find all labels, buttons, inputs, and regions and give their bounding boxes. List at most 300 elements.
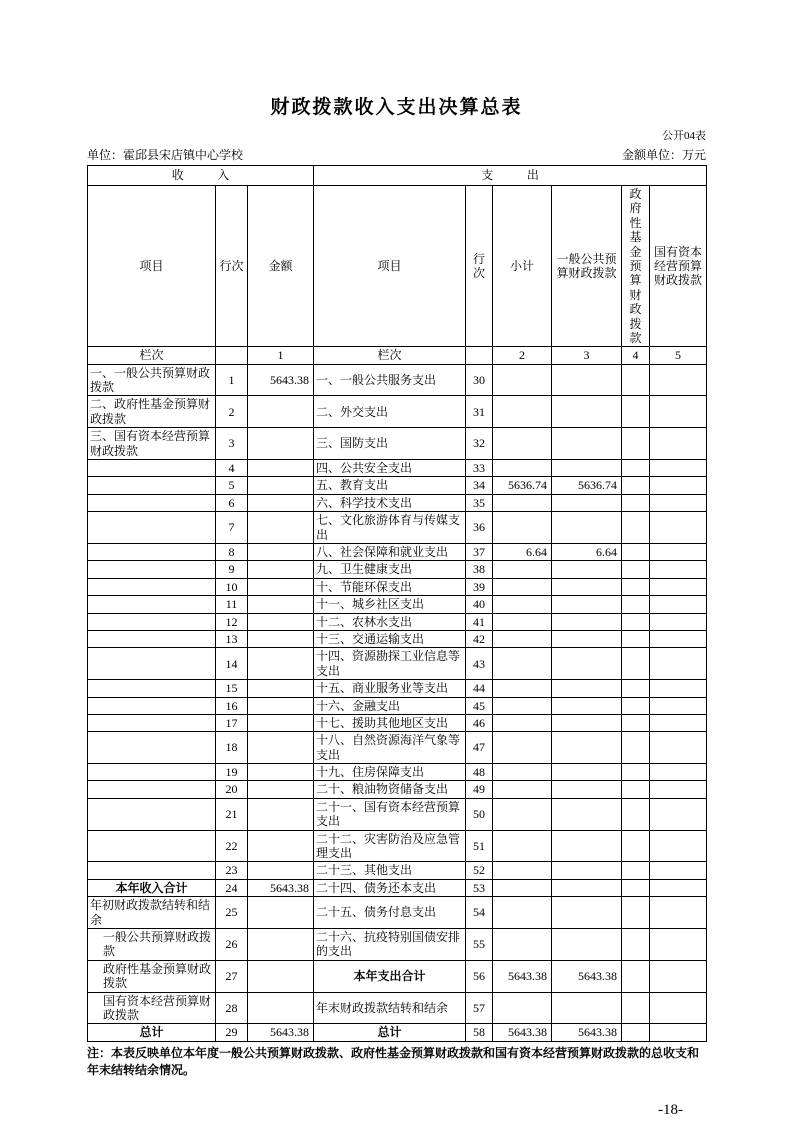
income-item-cell — [88, 494, 216, 511]
table-row — [88, 630, 707, 647]
expense-row-no-cell: 45 — [466, 697, 493, 714]
section-header-row — [88, 166, 707, 186]
expense-row-no-cell: 50 — [466, 798, 493, 830]
col-general-public-budget: 一般公共预算财政拨款 — [552, 186, 622, 347]
expense-general-budget-cell — [552, 862, 622, 879]
income-amount-cell: 5643.38 — [248, 1024, 314, 1041]
expense-gov-fund-cell — [622, 680, 650, 697]
expense-item-cell: 十三、交通运输支出 — [314, 630, 466, 647]
expense-gov-fund-cell — [622, 460, 650, 477]
expense-gov-fund-cell — [622, 494, 650, 511]
income-row-no-cell: 23 — [216, 862, 248, 879]
expense-gov-fund-cell — [622, 512, 650, 544]
expense-item-cell: 七、文化旅游体育与传媒支出 — [314, 512, 466, 544]
expense-general-budget-cell: 5643.38 — [552, 960, 622, 992]
table-row — [88, 798, 707, 830]
expense-item-cell: 十七、援助其他地区支出 — [314, 714, 466, 731]
expense-subtotal-cell — [493, 680, 552, 697]
expense-row-no-cell: 38 — [466, 561, 493, 578]
income-amount-cell: 5643.38 — [248, 364, 314, 396]
column-header-row — [88, 186, 707, 347]
expense-general-budget-cell — [552, 396, 622, 428]
expense-general-budget-cell — [552, 697, 622, 714]
expense-subtotal-cell — [493, 897, 552, 929]
col-expense-row-no: 行次 — [466, 186, 493, 347]
expense-gov-fund-cell — [622, 862, 650, 879]
expense-general-budget-cell — [552, 830, 622, 862]
col-income-item: 项目 — [88, 186, 216, 347]
expense-row-no-cell: 36 — [466, 512, 493, 544]
income-amount-cell — [248, 764, 314, 781]
expense-general-budget-cell — [552, 992, 622, 1024]
expense-gov-fund-cell — [622, 428, 650, 460]
expense-item-cell: 二十三、其他支出 — [314, 862, 466, 879]
expense-state-capital-cell — [650, 494, 707, 511]
table-row — [88, 897, 707, 929]
meta-row — [87, 146, 706, 163]
expense-state-capital-cell — [650, 764, 707, 781]
income-amount-cell — [248, 798, 314, 830]
income-amount-cell — [248, 596, 314, 613]
expense-state-capital-cell — [650, 830, 707, 862]
expense-item-cell: 总计 — [314, 1024, 466, 1041]
expense-gov-fund-cell — [622, 714, 650, 731]
income-row-no-cell: 4 — [216, 460, 248, 477]
expense-subtotal-cell — [493, 364, 552, 396]
table-note: 注：本表反映单位本年度一般公共预算财政拨款、政府性基金预算财政拨款和国有资本经营预算财政拨款的总收支和年末结转结余情况。 — [87, 1045, 700, 1077]
col-state-capital-budget: 国有资本经营预算财政拨款 — [650, 186, 707, 347]
income-item-cell — [88, 798, 216, 830]
expense-state-capital-cell — [650, 1024, 707, 1041]
expense-general-budget-cell: 5636.74 — [552, 477, 622, 494]
expense-general-budget-cell — [552, 928, 622, 960]
expense-state-capital-cell — [650, 960, 707, 992]
col-income-row-no: 行次 — [216, 186, 248, 347]
income-item-cell — [88, 477, 216, 494]
table-row — [88, 512, 707, 544]
expense-subtotal-cell: 5636.74 — [493, 477, 552, 494]
income-item-cell — [88, 680, 216, 697]
column-number-row — [88, 347, 707, 364]
income-item-cell: 一般公共预算财政拨款 — [88, 928, 216, 960]
expense-gov-fund-cell — [622, 798, 650, 830]
expense-row-no-cell: 33 — [466, 460, 493, 477]
table-row — [88, 680, 707, 697]
income-row-no-cell: 25 — [216, 897, 248, 929]
expense-gov-fund-cell — [622, 781, 650, 798]
income-row-no-cell: 17 — [216, 714, 248, 731]
expense-gov-fund-cell — [622, 1024, 650, 1041]
income-row-no-cell: 9 — [216, 561, 248, 578]
table-row — [88, 764, 707, 781]
expense-general-budget-cell — [552, 879, 622, 896]
income-amount-cell — [248, 543, 314, 560]
expense-item-cell: 二十四、债务还本支出 — [314, 879, 466, 896]
col-number-5: 5 — [650, 347, 707, 364]
col-number-2: 2 — [493, 347, 552, 364]
expense-state-capital-cell — [650, 697, 707, 714]
table-row — [88, 364, 707, 396]
expense-row-no-cell: 34 — [466, 477, 493, 494]
expense-state-capital-cell — [650, 879, 707, 896]
expense-general-budget-cell — [552, 460, 622, 477]
col-government-fund-budget: 政府性基金预算财政拨款 — [622, 186, 650, 347]
expense-state-capital-cell — [650, 364, 707, 396]
expense-state-capital-cell — [650, 596, 707, 613]
income-row-no-cell: 7 — [216, 512, 248, 544]
expense-row-no-cell: 46 — [466, 714, 493, 731]
expense-subtotal-cell — [493, 613, 552, 630]
expense-state-capital-cell — [650, 648, 707, 680]
expense-subtotal-cell — [493, 928, 552, 960]
income-amount-cell — [248, 992, 314, 1024]
expense-general-budget-cell: 5643.38 — [552, 1024, 622, 1041]
page-number: -18- — [658, 1102, 683, 1119]
col-expense-item: 项目 — [314, 186, 466, 347]
expense-item-cell: 十二、农林水支出 — [314, 613, 466, 630]
expense-item-cell: 五、教育支出 — [314, 477, 466, 494]
expense-subtotal-cell — [493, 764, 552, 781]
income-amount-cell — [248, 477, 314, 494]
expense-gov-fund-cell — [622, 648, 650, 680]
expense-subtotal-cell — [493, 862, 552, 879]
expense-gov-fund-cell — [622, 830, 650, 862]
expense-row-no-cell: 42 — [466, 630, 493, 647]
table-row — [88, 428, 707, 460]
expense-subtotal-cell — [493, 578, 552, 595]
table-row — [88, 648, 707, 680]
lanci-expense-label: 栏次 — [314, 347, 466, 364]
table-row — [88, 396, 707, 428]
expense-item-cell: 十八、自然资源海洋气象等支出 — [314, 732, 466, 764]
expense-general-budget-cell — [552, 512, 622, 544]
expense-subtotal-cell: 5643.38 — [493, 1024, 552, 1041]
expense-item-cell: 十、节能环保支出 — [314, 578, 466, 595]
expense-item-cell: 二、外交支出 — [314, 396, 466, 428]
expense-general-budget-cell — [552, 561, 622, 578]
income-row-no-cell: 22 — [216, 830, 248, 862]
expense-row-no-cell: 41 — [466, 613, 493, 630]
expense-general-budget-cell — [552, 596, 622, 613]
expense-state-capital-cell — [650, 428, 707, 460]
expense-general-budget-cell — [552, 428, 622, 460]
income-amount-cell — [248, 680, 314, 697]
income-amount-cell — [248, 630, 314, 647]
expense-subtotal-cell — [493, 781, 552, 798]
expense-item-cell: 二十五、债务付息支出 — [314, 897, 466, 929]
income-item-cell: 二、政府性基金预算财政拨款 — [88, 396, 216, 428]
income-amount-cell — [248, 732, 314, 764]
expense-general-budget-cell — [552, 648, 622, 680]
expense-gov-fund-cell — [622, 596, 650, 613]
expense-item-cell: 十九、住房保障支出 — [314, 764, 466, 781]
expense-gov-fund-cell — [622, 897, 650, 929]
income-item-cell: 三、国有资本经营预算财政拨款 — [88, 428, 216, 460]
expense-subtotal-cell: 6.64 — [493, 543, 552, 560]
income-amount-cell — [248, 396, 314, 428]
expense-gov-fund-cell — [622, 364, 650, 396]
income-amount-cell — [248, 897, 314, 929]
income-amount-cell — [248, 578, 314, 595]
expense-gov-fund-cell — [622, 764, 650, 781]
expense-gov-fund-cell — [622, 396, 650, 428]
income-amount-cell — [248, 460, 314, 477]
income-amount-cell — [248, 862, 314, 879]
table-code: 公开04表 — [662, 130, 706, 142]
expense-general-budget-cell — [552, 680, 622, 697]
income-row-no-cell: 8 — [216, 543, 248, 560]
income-item-cell — [88, 764, 216, 781]
expense-subtotal-cell — [493, 460, 552, 477]
table-row — [88, 960, 707, 992]
expense-state-capital-cell — [650, 477, 707, 494]
income-amount-cell — [248, 830, 314, 862]
expense-gov-fund-cell — [622, 578, 650, 595]
expense-state-capital-cell — [650, 798, 707, 830]
income-row-no-cell: 10 — [216, 578, 248, 595]
expense-subtotal-cell — [493, 714, 552, 731]
table-row — [88, 578, 707, 595]
income-amount-cell — [248, 928, 314, 960]
expense-general-budget-cell — [552, 613, 622, 630]
expense-item-cell: 本年支出合计 — [314, 960, 466, 992]
expense-general-budget-cell — [552, 897, 622, 929]
expense-row-no-cell: 44 — [466, 680, 493, 697]
expense-item-cell: 三、国防支出 — [314, 428, 466, 460]
lanci-income-label: 栏次 — [88, 347, 216, 364]
income-row-no-cell: 13 — [216, 630, 248, 647]
income-item-cell — [88, 630, 216, 647]
expense-row-no-cell: 40 — [466, 596, 493, 613]
expense-item-cell: 十四、资源勘探工业信息等支出 — [314, 648, 466, 680]
expense-row-no-cell: 57 — [466, 992, 493, 1024]
expense-state-capital-cell — [650, 561, 707, 578]
expense-subtotal-cell — [493, 494, 552, 511]
expense-gov-fund-cell — [622, 543, 650, 560]
income-section-header: 收入 — [88, 166, 314, 186]
expense-gov-fund-cell — [622, 561, 650, 578]
income-item-cell — [88, 561, 216, 578]
expense-gov-fund-cell — [622, 879, 650, 896]
expense-state-capital-cell — [650, 897, 707, 929]
expense-row-no-cell: 48 — [466, 764, 493, 781]
lanci-expense-rowno-blank — [466, 347, 493, 364]
income-item-cell — [88, 648, 216, 680]
col-number-1: 1 — [248, 347, 314, 364]
income-row-no-cell: 6 — [216, 494, 248, 511]
table-row — [88, 830, 707, 862]
income-item-cell — [88, 596, 216, 613]
expense-state-capital-cell — [650, 543, 707, 560]
income-item-cell: 政府性基金预算财政拨款 — [88, 960, 216, 992]
expense-row-no-cell: 37 — [466, 543, 493, 560]
page-title: 财政拨款收入支出决算总表 — [270, 97, 523, 118]
expense-subtotal-cell — [493, 697, 552, 714]
expense-item-cell: 二十二、灾害防治及应急管理支出 — [314, 830, 466, 862]
income-item-cell: 国有资本经营预算财政拨款 — [88, 992, 216, 1024]
expense-gov-fund-cell — [622, 697, 650, 714]
expense-row-no-cell: 49 — [466, 781, 493, 798]
table-row — [88, 992, 707, 1024]
income-row-no-cell: 29 — [216, 1024, 248, 1041]
expense-gov-fund-cell — [622, 960, 650, 992]
expense-row-no-cell: 39 — [466, 578, 493, 595]
income-row-no-cell: 19 — [216, 764, 248, 781]
income-row-no-cell: 12 — [216, 613, 248, 630]
income-row-no-cell: 15 — [216, 680, 248, 697]
expense-item-cell: 八、社会保障和就业支出 — [314, 543, 466, 560]
income-amount-cell — [248, 960, 314, 992]
expense-row-no-cell: 55 — [466, 928, 493, 960]
income-item-cell — [88, 697, 216, 714]
expense-gov-fund-cell — [622, 732, 650, 764]
income-item-cell: 总计 — [88, 1024, 216, 1041]
expense-state-capital-cell — [650, 578, 707, 595]
expense-item-cell: 六、科学技术支出 — [314, 494, 466, 511]
expense-item-cell: 四、公共安全支出 — [314, 460, 466, 477]
table-row — [88, 561, 707, 578]
expense-gov-fund-cell — [622, 992, 650, 1024]
expense-state-capital-cell — [650, 714, 707, 731]
expense-gov-fund-cell — [622, 613, 650, 630]
expense-general-budget-cell — [552, 578, 622, 595]
income-item-cell — [88, 578, 216, 595]
expense-state-capital-cell — [650, 630, 707, 647]
expense-state-capital-cell — [650, 680, 707, 697]
income-row-no-cell: 24 — [216, 879, 248, 896]
expense-row-no-cell: 51 — [466, 830, 493, 862]
expense-subtotal-cell — [493, 561, 552, 578]
expense-subtotal-cell — [493, 879, 552, 896]
table-row — [88, 697, 707, 714]
expense-subtotal-cell — [493, 630, 552, 647]
expense-subtotal-cell — [493, 596, 552, 613]
col-number-4: 4 — [622, 347, 650, 364]
expense-state-capital-cell — [650, 460, 707, 477]
expense-subtotal-cell — [493, 830, 552, 862]
expense-row-no-cell: 47 — [466, 732, 493, 764]
income-amount-cell — [248, 613, 314, 630]
expense-row-no-cell: 32 — [466, 428, 493, 460]
income-item-cell — [88, 714, 216, 731]
income-row-no-cell: 1 — [216, 364, 248, 396]
expense-general-budget-cell — [552, 781, 622, 798]
table-row — [88, 862, 707, 879]
expense-state-capital-cell — [650, 992, 707, 1024]
expense-subtotal-cell — [493, 992, 552, 1024]
expense-state-capital-cell — [650, 396, 707, 428]
expense-item-cell: 十五、商业服务业等支出 — [314, 680, 466, 697]
fiscal-appropriation-table — [87, 165, 707, 1042]
income-item-cell — [88, 862, 216, 879]
expense-row-no-cell: 30 — [466, 364, 493, 396]
income-row-no-cell: 3 — [216, 428, 248, 460]
table-row — [88, 781, 707, 798]
income-amount-cell — [248, 512, 314, 544]
income-item-cell: 年初财政拨款结转和结余 — [88, 897, 216, 929]
table-row — [88, 477, 707, 494]
expense-item-cell: 十一、城乡社区支出 — [314, 596, 466, 613]
expense-item-cell: 年末财政拨款结转和结余 — [314, 992, 466, 1024]
income-item-cell — [88, 732, 216, 764]
income-row-no-cell: 11 — [216, 596, 248, 613]
income-item-cell — [88, 613, 216, 630]
col-income-amount: 金额 — [248, 186, 314, 347]
income-amount-cell — [248, 781, 314, 798]
expense-state-capital-cell — [650, 928, 707, 960]
expense-state-capital-cell — [650, 512, 707, 544]
table-row — [88, 879, 707, 896]
expense-state-capital-cell — [650, 781, 707, 798]
expense-item-cell: 二十一、国有资本经营预算支出 — [314, 798, 466, 830]
income-amount-cell — [248, 494, 314, 511]
income-row-no-cell: 14 — [216, 648, 248, 680]
income-row-no-cell: 26 — [216, 928, 248, 960]
expense-row-no-cell: 52 — [466, 862, 493, 879]
income-item-cell — [88, 781, 216, 798]
expense-general-budget-cell: 6.64 — [552, 543, 622, 560]
expense-state-capital-cell — [650, 862, 707, 879]
expense-subtotal-cell — [493, 648, 552, 680]
income-row-no-cell: 21 — [216, 798, 248, 830]
col-number-3: 3 — [552, 347, 622, 364]
table-row — [88, 543, 707, 560]
expense-item-cell: 二十、粮油物资储备支出 — [314, 781, 466, 798]
income-amount-cell — [248, 697, 314, 714]
income-row-no-cell: 27 — [216, 960, 248, 992]
expense-gov-fund-cell — [622, 630, 650, 647]
income-row-no-cell: 16 — [216, 697, 248, 714]
expense-general-budget-cell — [552, 494, 622, 511]
expense-general-budget-cell — [552, 798, 622, 830]
income-amount-cell — [248, 714, 314, 731]
expense-general-budget-cell — [552, 764, 622, 781]
income-amount-cell — [248, 648, 314, 680]
expense-subtotal-cell — [493, 512, 552, 544]
income-row-no-cell: 5 — [216, 477, 248, 494]
expense-general-budget-cell — [552, 630, 622, 647]
expense-subtotal-cell — [493, 428, 552, 460]
expense-section-header: 支出 — [314, 166, 707, 186]
income-item-cell — [88, 830, 216, 862]
income-row-no-cell: 2 — [216, 396, 248, 428]
expense-subtotal-cell — [493, 732, 552, 764]
expense-item-cell: 二十六、抗疫特别国债安排的支出 — [314, 928, 466, 960]
expense-general-budget-cell — [552, 714, 622, 731]
expense-row-no-cell: 58 — [466, 1024, 493, 1041]
expense-row-no-cell: 43 — [466, 648, 493, 680]
table-row — [88, 928, 707, 960]
table-row — [88, 460, 707, 477]
table-row — [88, 1024, 707, 1041]
income-item-cell: 本年收入合计 — [88, 879, 216, 896]
income-item-cell — [88, 460, 216, 477]
col-expense-subtotal: 小计 — [493, 186, 552, 347]
expense-item-cell: 一、一般公共服务支出 — [314, 364, 466, 396]
income-item-cell — [88, 543, 216, 560]
unit-label: 单位：霍邱县宋店镇中心学校 — [87, 148, 244, 162]
expense-gov-fund-cell — [622, 928, 650, 960]
expense-row-no-cell: 56 — [466, 960, 493, 992]
expense-subtotal-cell — [493, 396, 552, 428]
table-row — [88, 596, 707, 613]
table-row — [88, 613, 707, 630]
expense-general-budget-cell — [552, 364, 622, 396]
expense-state-capital-cell — [650, 732, 707, 764]
income-row-no-cell: 20 — [216, 781, 248, 798]
table-row — [88, 494, 707, 511]
expense-row-no-cell: 54 — [466, 897, 493, 929]
